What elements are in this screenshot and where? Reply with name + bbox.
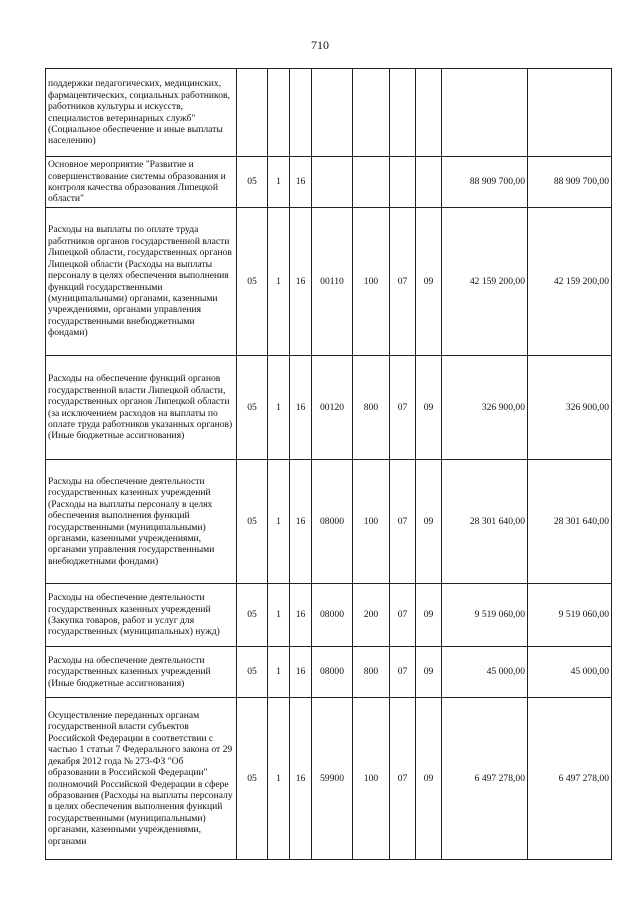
code-target [312, 157, 353, 208]
code-expense-type: 800 [353, 356, 390, 460]
table-row [46, 460, 612, 584]
code-subprogram: 16 [290, 356, 312, 460]
table-row [46, 584, 612, 647]
code-expense-type: 100 [353, 460, 390, 584]
code-ministry: 05 [237, 208, 268, 356]
table-row [46, 356, 612, 460]
code-target: 00110 [312, 208, 353, 356]
amount-1: 88 909 700,00 [442, 157, 528, 208]
code-ministry: 05 [237, 460, 268, 584]
code-subprogram: 16 [290, 584, 312, 647]
code-program: 1 [268, 460, 290, 584]
code-expense-type [353, 69, 390, 157]
code-subsection: 09 [416, 698, 442, 860]
row-description: Расходы на обеспечение деятельности государственных казенных учреждений (Расходы на выплаты персоналу в целях обеспечения выполнения функций государственными (муниципальными) органами, казенными учреждениями, органами управления государственными внебюджетными фондами) [46, 460, 237, 584]
code-subsection [416, 157, 442, 208]
amount-1: 9 519 060,00 [442, 584, 528, 647]
row-description: Осуществление переданных органам государственной власти субъектов Российской Федерации в соответствии с частью 1 статьи 7 Федерального закона от 29 декабря 2012 года № 273-ФЗ "Об образовании в Российской Федерации" полномочий Российской Федерации в сфере образования (Расходы на выплаты персоналу в целях обеспечения выполнения функций государственными (муниципальными) органами, казенными учреждениями, органами [46, 698, 237, 860]
budget-table [45, 68, 612, 860]
amount-1: 42 159 200,00 [442, 208, 528, 356]
table-row [46, 69, 612, 157]
amount-2: 326 900,00 [528, 356, 612, 460]
code-subprogram [290, 69, 312, 157]
code-ministry: 05 [237, 647, 268, 698]
row-description: Расходы на обеспечение функций органов государственной власти Липецкой области, государственных органов Липецкой области (за исключением расходов на выплаты по оплате труда работников указанных органов) (Иные бюджетные ассигнования) [46, 356, 237, 460]
code-target: 08000 [312, 584, 353, 647]
page-number: 710 [311, 38, 329, 52]
code-section [390, 157, 416, 208]
code-program: 1 [268, 356, 290, 460]
code-expense-type [353, 157, 390, 208]
amount-1: 6 497 278,00 [442, 698, 528, 860]
code-target: 08000 [312, 460, 353, 584]
code-expense-type: 200 [353, 584, 390, 647]
table-row [46, 647, 612, 698]
code-program: 1 [268, 157, 290, 208]
amount-1: 28 301 640,00 [442, 460, 528, 584]
code-section: 07 [390, 584, 416, 647]
code-section: 07 [390, 208, 416, 356]
code-ministry: 05 [237, 584, 268, 647]
code-subprogram: 16 [290, 208, 312, 356]
code-subsection: 09 [416, 584, 442, 647]
code-subsection: 09 [416, 647, 442, 698]
code-expense-type: 100 [353, 208, 390, 356]
row-description: поддержки педагогических, медицинских, фармацевтических, социальных работников, работников культуры и искусств, специалистов ветеринарных служб" (Социальное обеспечение и иные выплаты населению) [46, 69, 237, 157]
row-description: Основное мероприятие "Развитие и совершенствование системы образования и контроля качества образования Липецкой области" [46, 157, 237, 208]
row-description: Расходы на обеспечение деятельности государственных казенных учреждений (Закупка товаров, работ и услуг для государственных (муниципальных) нужд) [46, 584, 237, 647]
code-expense-type: 800 [353, 647, 390, 698]
amount-2: 45 000,00 [528, 647, 612, 698]
code-subsection [416, 69, 442, 157]
amount-1: 326 900,00 [442, 356, 528, 460]
row-description: Расходы на обеспечение деятельности государственных казенных учреждений (Иные бюджетные ассигнования) [46, 647, 237, 698]
amount-2: 88 909 700,00 [528, 157, 612, 208]
code-program: 1 [268, 698, 290, 860]
code-ministry [237, 69, 268, 157]
code-section: 07 [390, 460, 416, 584]
amount-2 [528, 69, 612, 157]
code-subprogram: 16 [290, 157, 312, 208]
code-subsection: 09 [416, 356, 442, 460]
table-row [46, 208, 612, 356]
amount-1: 45 000,00 [442, 647, 528, 698]
code-subprogram: 16 [290, 647, 312, 698]
amount-2: 9 519 060,00 [528, 584, 612, 647]
code-ministry: 05 [237, 356, 268, 460]
code-subprogram: 16 [290, 460, 312, 584]
code-expense-type: 100 [353, 698, 390, 860]
code-target: 08000 [312, 647, 353, 698]
code-program: 1 [268, 208, 290, 356]
amount-2: 28 301 640,00 [528, 460, 612, 584]
code-target: 00120 [312, 356, 353, 460]
row-description: Расходы на выплаты по оплате труда работников органов государственной власти Липецкой области, государственных органов Липецкой области (Расходы на выплаты персоналу в целях обеспечения выполнения функций государственными (муниципальными) органами, казенными учреждениями, органами управления государственными внебюджетными фондами) [46, 208, 237, 356]
code-program [268, 69, 290, 157]
code-subsection: 09 [416, 208, 442, 356]
code-ministry: 05 [237, 698, 268, 860]
code-section [390, 69, 416, 157]
code-subsection: 09 [416, 460, 442, 584]
code-program: 1 [268, 647, 290, 698]
code-subprogram: 16 [290, 698, 312, 860]
table-row [46, 157, 612, 208]
table-row [46, 698, 612, 860]
code-target: 59900 [312, 698, 353, 860]
code-target [312, 69, 353, 157]
code-ministry: 05 [237, 157, 268, 208]
code-program: 1 [268, 584, 290, 647]
amount-2: 6 497 278,00 [528, 698, 612, 860]
code-section: 07 [390, 698, 416, 860]
code-section: 07 [390, 356, 416, 460]
amount-1 [442, 69, 528, 157]
code-section: 07 [390, 647, 416, 698]
amount-2: 42 159 200,00 [528, 208, 612, 356]
